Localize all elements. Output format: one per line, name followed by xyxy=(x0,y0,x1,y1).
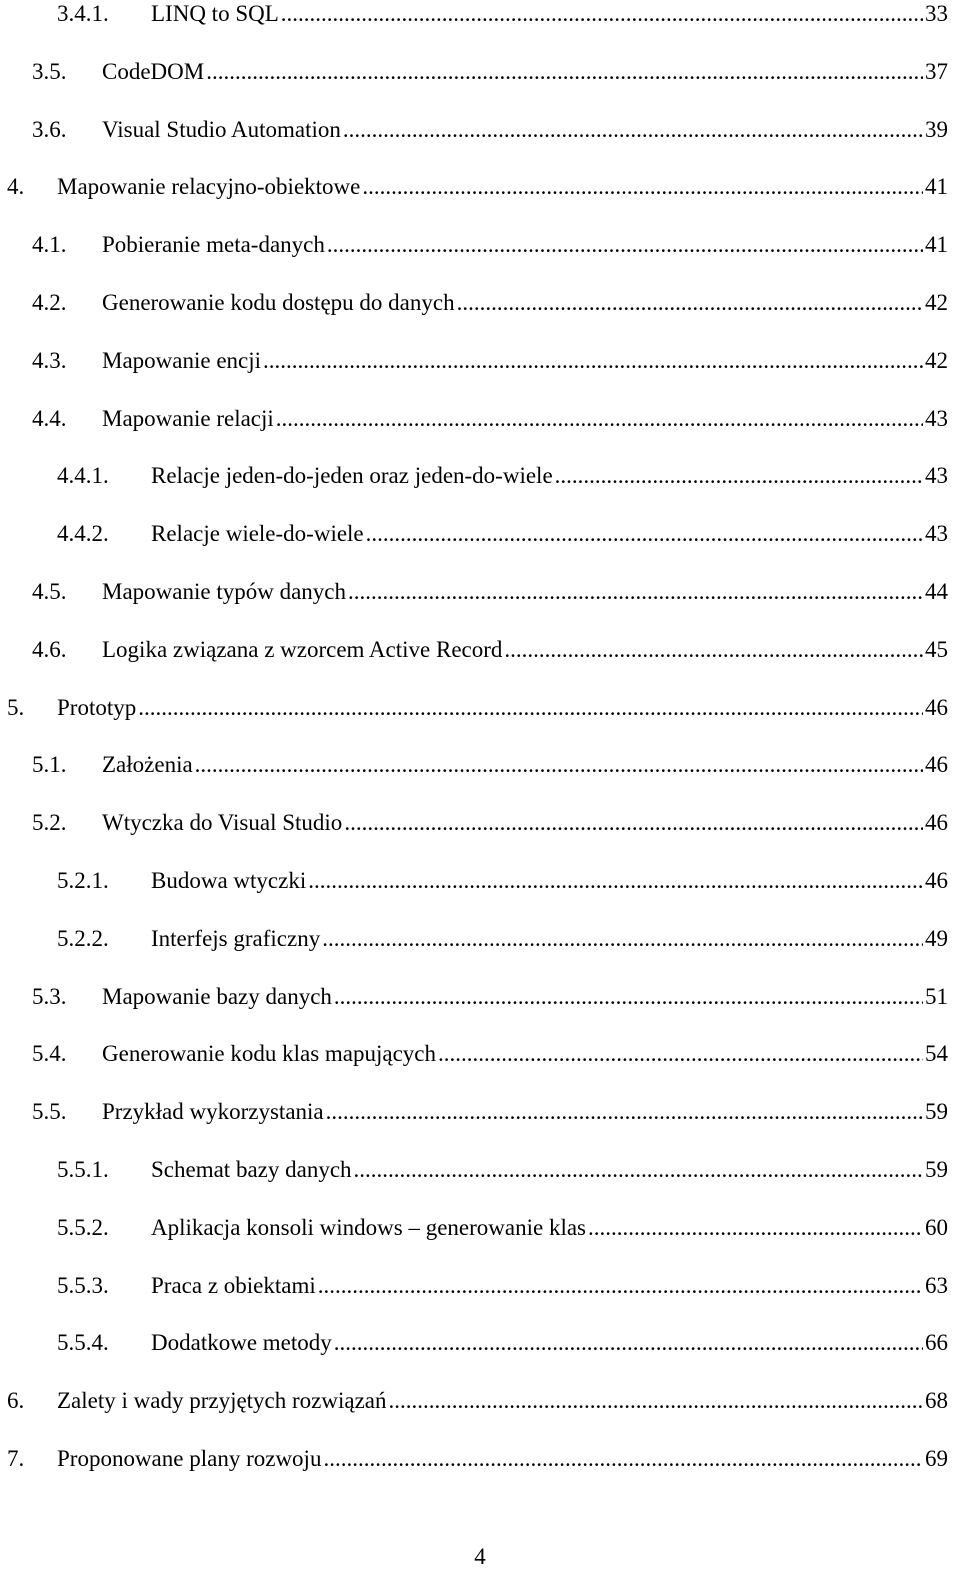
toc-dot-leader xyxy=(326,1098,923,1126)
toc-dot-leader xyxy=(389,1387,923,1415)
toc-dot-leader xyxy=(457,289,923,317)
toc-dot-leader xyxy=(276,405,923,433)
toc-entry-leader xyxy=(102,347,948,375)
toc-entry-page: 66 xyxy=(925,1330,948,1355)
toc-entry-leader xyxy=(102,58,948,86)
toc-entry[interactable] xyxy=(0,925,960,965)
toc-entry-number: 3.4.1. xyxy=(57,1,109,26)
toc-entry-page: 43 xyxy=(925,521,948,546)
toc-entry-number: 5.4. xyxy=(32,1041,67,1066)
toc-entry-title: LINQ to SQL xyxy=(151,1,279,26)
toc-entry-number: 4.2. xyxy=(32,290,67,315)
toc-entry[interactable] xyxy=(0,1445,960,1485)
toc-entry-number: 5.5. xyxy=(32,1099,67,1124)
toc-entry[interactable] xyxy=(0,1156,960,1196)
toc-entry-number: 4. xyxy=(7,174,25,199)
toc-dot-leader xyxy=(322,925,923,953)
toc-entry-page: 43 xyxy=(925,406,948,431)
toc-entry-title: Mapowanie typów danych xyxy=(102,579,346,604)
toc-entry-number: 5.5.3. xyxy=(57,1273,109,1298)
toc-entry-page: 63 xyxy=(925,1273,948,1298)
toc-entry-title: Prototyp xyxy=(57,695,137,720)
toc-entry-leader xyxy=(102,636,948,664)
toc-entry-title: CodeDOM xyxy=(102,59,205,84)
toc-entry[interactable] xyxy=(0,694,960,734)
toc-entry-page: 54 xyxy=(925,1041,948,1066)
toc-dot-leader xyxy=(588,1214,923,1242)
toc-dot-leader xyxy=(334,1329,923,1357)
toc-entry[interactable] xyxy=(0,751,960,791)
toc-entry-page: 51 xyxy=(925,984,948,1009)
toc-dot-leader xyxy=(343,116,923,144)
toc-entry[interactable] xyxy=(0,983,960,1023)
toc-entry-number: 4.3. xyxy=(32,348,67,373)
toc-entry[interactable] xyxy=(0,578,960,618)
toc-entry[interactable] xyxy=(0,405,960,445)
toc-dot-leader xyxy=(206,58,923,86)
toc-entry[interactable] xyxy=(0,289,960,329)
toc-entry[interactable] xyxy=(0,1329,960,1369)
toc-entry-title: Budowa wtyczki xyxy=(151,868,307,893)
toc-entry[interactable] xyxy=(0,809,960,849)
toc-entry-number: 4.1. xyxy=(32,232,67,257)
toc-entry-number: 4.4. xyxy=(32,406,67,431)
toc-entry-leader xyxy=(102,231,948,259)
toc-dot-leader xyxy=(138,694,923,722)
toc-entry-title: Zalety i wady przyjętych rozwiązań xyxy=(57,1388,387,1413)
toc-entry-page: 41 xyxy=(925,174,948,199)
toc-entry-title: Visual Studio Automation xyxy=(102,117,341,142)
toc-entry-leader xyxy=(151,925,948,953)
toc-entry-title: Założenia xyxy=(102,752,193,777)
toc-entry-leader xyxy=(102,751,948,779)
toc-entry-title: Interfejs graficzny xyxy=(151,926,321,951)
toc-entry-title: Przykład wykorzystania xyxy=(102,1099,324,1124)
toc-entry-leader xyxy=(102,578,948,606)
toc-entry-title: Generowanie kodu klas mapujących xyxy=(102,1041,437,1066)
toc-entry-title: Praca z obiektami xyxy=(151,1273,316,1298)
toc-entry-page: 46 xyxy=(925,752,948,777)
toc-entry-leader xyxy=(102,983,948,1011)
toc-dot-leader xyxy=(555,462,923,490)
toc-dot-leader xyxy=(362,173,923,201)
toc-entry-leader xyxy=(151,1272,948,1300)
toc-entry[interactable] xyxy=(0,347,960,387)
toc-entry-title: Pobieranie meta-danych xyxy=(102,232,325,257)
toc-dot-leader xyxy=(366,520,923,548)
toc-entry-leader xyxy=(151,1329,948,1357)
toc-entry-number: 6. xyxy=(7,1388,25,1413)
toc-dot-leader xyxy=(348,578,923,606)
toc-entry-page: 46 xyxy=(925,868,948,893)
toc-entry[interactable] xyxy=(0,173,960,213)
toc-entry[interactable] xyxy=(0,116,960,156)
toc-entry-title: Dodatkowe metody xyxy=(151,1330,332,1355)
toc-dot-leader xyxy=(263,347,923,375)
toc-dot-leader xyxy=(281,0,923,28)
toc-entry-leader xyxy=(151,1214,948,1242)
toc-entry-page: 41 xyxy=(925,232,948,257)
toc-entry-page: 37 xyxy=(925,59,948,84)
toc-entry-title: Relacje wiele-do-wiele xyxy=(151,521,364,546)
toc-entry-number: 5.2.1. xyxy=(57,868,109,893)
toc-entry-number: 5.5.1. xyxy=(57,1157,109,1182)
toc-dot-leader xyxy=(327,231,923,259)
toc-entry-title: Wtyczka do Visual Studio xyxy=(102,810,343,835)
toc-entry[interactable] xyxy=(0,1214,960,1254)
toc-dot-leader xyxy=(318,1272,923,1300)
toc-entry-page: 59 xyxy=(925,1099,948,1124)
toc-dot-leader xyxy=(195,751,923,779)
toc-entry-page: 46 xyxy=(925,810,948,835)
toc-entry[interactable] xyxy=(0,1272,960,1312)
toc-entry-page: 46 xyxy=(925,695,948,720)
toc-entry-title: Logika związana z wzorcem Active Record xyxy=(102,637,503,662)
toc-entry-leader xyxy=(151,867,948,895)
toc-dot-leader xyxy=(308,867,923,895)
toc-entry-leader xyxy=(102,1040,948,1068)
toc-entry-leader xyxy=(102,809,948,837)
toc-entry-page: 60 xyxy=(925,1215,948,1240)
toc-dot-leader xyxy=(344,809,923,837)
toc-entry-leader xyxy=(151,0,948,28)
toc-entry-leader xyxy=(57,1387,948,1415)
toc-entry-number: 3.6. xyxy=(32,117,67,142)
toc-entry-number: 4.4.2. xyxy=(57,521,109,546)
toc-dot-leader xyxy=(504,636,923,664)
toc-entry[interactable] xyxy=(0,0,960,40)
toc-entry-leader xyxy=(57,1445,948,1473)
toc-entry-page: 59 xyxy=(925,1157,948,1182)
toc-entry[interactable] xyxy=(0,1098,960,1138)
toc-entry-page: 42 xyxy=(925,290,948,315)
toc-entry-title: Proponowane plany rozwoju xyxy=(57,1446,322,1471)
toc-entry-page: 68 xyxy=(925,1388,948,1413)
toc-entry-number: 5.2.2. xyxy=(57,926,109,951)
toc-entry-leader xyxy=(102,405,948,433)
toc-dot-leader xyxy=(323,1445,923,1473)
toc-entry-page: 49 xyxy=(925,926,948,951)
toc-entry-leader xyxy=(151,1156,948,1184)
toc-entry-title: Mapowanie relacyjno-obiektowe xyxy=(57,174,361,199)
toc-entry-number: 5.5.4. xyxy=(57,1330,109,1355)
toc-entry-number: 4.6. xyxy=(32,637,67,662)
toc-entry-page: 45 xyxy=(925,637,948,662)
toc-entry[interactable] xyxy=(0,1040,960,1080)
toc-entry-page: 44 xyxy=(925,579,948,604)
toc-entry-number: 5.2. xyxy=(32,810,67,835)
toc-entry-page: 39 xyxy=(925,117,948,142)
toc-entry-number: 5. xyxy=(7,695,25,720)
toc-entry[interactable] xyxy=(0,636,960,676)
toc-entry-title: Generowanie kodu dostępu do danych xyxy=(102,290,455,315)
toc-entry-leader xyxy=(102,1098,948,1126)
toc-entry-leader xyxy=(151,462,948,490)
toc-entry-title: Mapowanie relacji xyxy=(102,406,274,431)
toc-entry-leader xyxy=(151,520,948,548)
toc-entry-page: 69 xyxy=(925,1446,948,1471)
toc-entry-number: 3.5. xyxy=(32,59,67,84)
toc-entry-leader xyxy=(102,289,948,317)
toc-entry-number: 4.4.1. xyxy=(57,463,109,488)
toc-entry-leader xyxy=(57,173,948,201)
toc-entry-page: 43 xyxy=(925,463,948,488)
toc-entry-leader xyxy=(57,694,948,722)
toc-entry-page: 33 xyxy=(925,1,948,26)
toc-entry-number: 5.3. xyxy=(32,984,67,1009)
toc-entry-title: Mapowanie bazy danych xyxy=(102,984,332,1009)
toc-entry-title: Aplikacja konsoli windows – generowanie klas xyxy=(151,1215,586,1240)
page-number: 4 xyxy=(474,1544,486,1569)
toc-entry[interactable] xyxy=(0,58,960,98)
toc-entry-number: 5.1. xyxy=(32,752,67,777)
toc-entry[interactable] xyxy=(0,231,960,271)
toc-entry-leader xyxy=(102,116,948,144)
toc-entry-title: Mapowanie encji xyxy=(102,348,262,373)
toc-entry-page: 42 xyxy=(925,348,948,373)
toc-dot-leader xyxy=(334,983,923,1011)
toc-entry-number: 5.5.2. xyxy=(57,1215,109,1240)
toc-entry-title: Relacje jeden-do-jeden oraz jeden-do-wiele xyxy=(151,463,553,488)
toc-entry[interactable] xyxy=(0,462,960,502)
toc-entry[interactable] xyxy=(0,520,960,560)
toc-entry[interactable] xyxy=(0,867,960,907)
toc-dot-leader xyxy=(354,1156,923,1184)
toc-entry-number: 4.5. xyxy=(32,579,67,604)
toc-entry-number: 7. xyxy=(7,1446,25,1471)
toc-entry[interactable] xyxy=(0,1387,960,1427)
toc-entry-title: Schemat bazy danych xyxy=(151,1157,352,1182)
toc-dot-leader xyxy=(438,1040,923,1068)
